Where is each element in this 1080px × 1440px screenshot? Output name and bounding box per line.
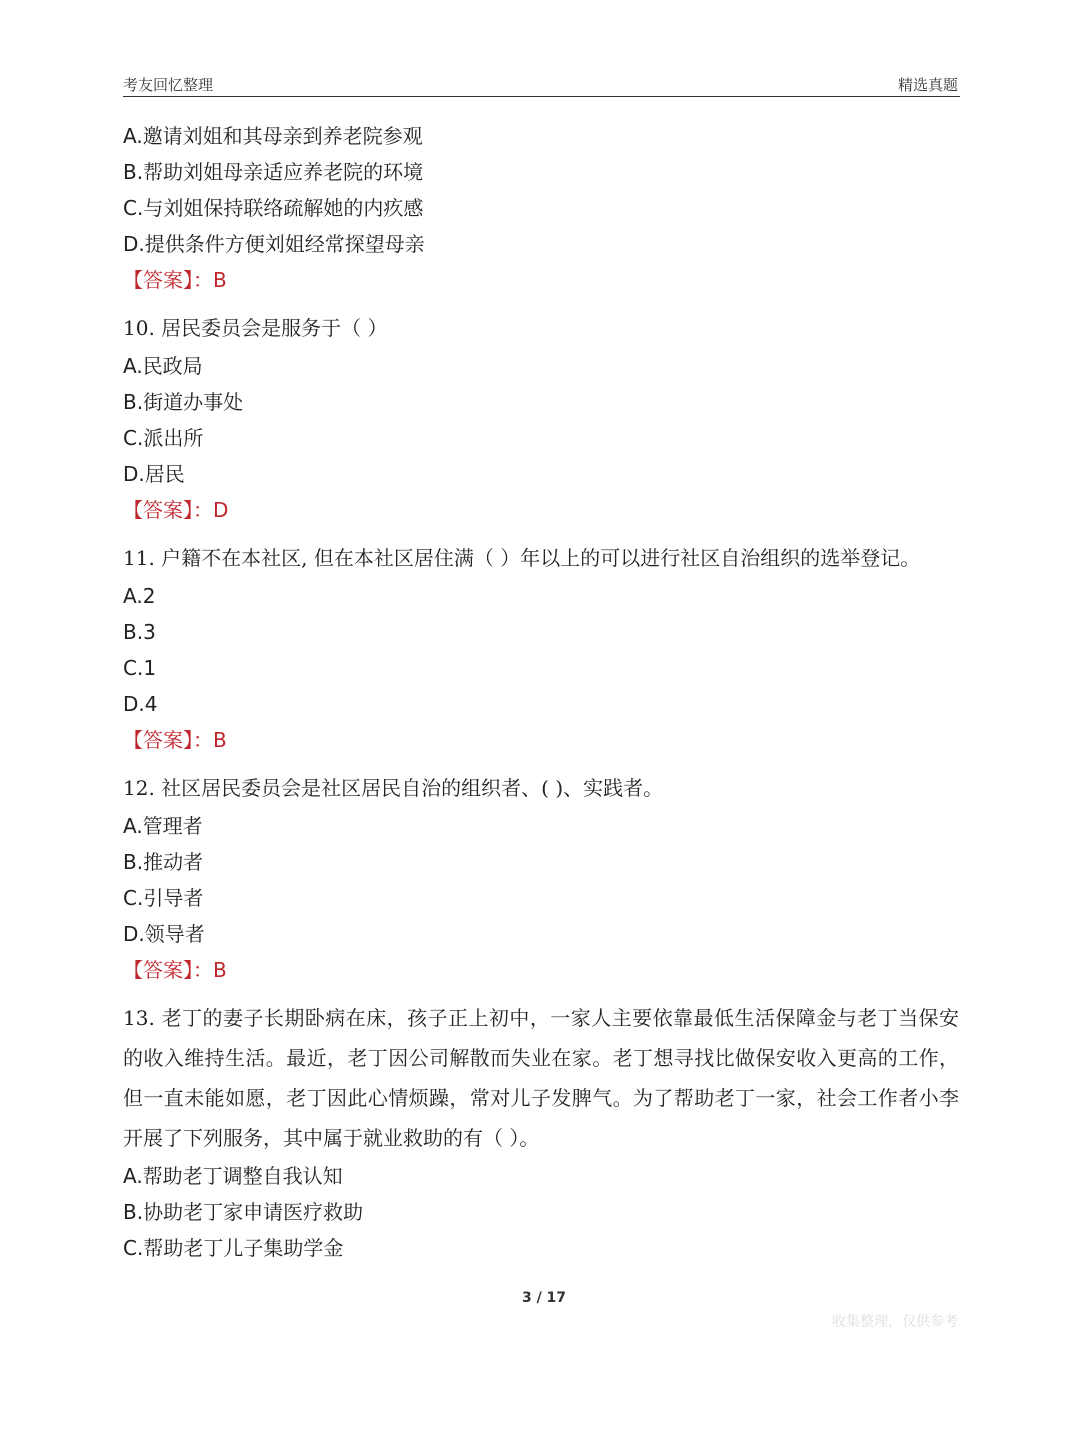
q10-option-c: C.派出所 — [123, 426, 204, 450]
q11-stem: 11. 户籍不在本社区, 但在本社区居住满（ ）年以上的可以进行社区自治组织的选举登记。 — [123, 546, 921, 570]
header-source: 考友回忆整理 — [123, 76, 214, 94]
q12-option-d: D.领导者 — [123, 922, 205, 946]
question-10-block — [123, 308, 963, 528]
q9-option-d: D.提供条件方便刘姐经常探望母亲 — [123, 232, 425, 256]
q12-option-b: B.推动者 — [123, 850, 204, 874]
q10-option-d: D.居民 — [123, 462, 185, 486]
q12-stem: 12. 社区居民委员会是社区居民自治的组织者、( )、实践者。 — [123, 776, 664, 800]
q13-stem: 13. 老丁的妻子长期卧病在床，孩子正上初中，一家人主要依靠最低生活保障金与老丁当保安的收入维持生活。最近，老丁因公司解散而失业在家。老丁想寻找比做保安收入更高的工作，但一直未能如愿，老丁因此心情烦躁，常对儿子发脾气。为了帮助老丁一家，社会工作者小李开展了下列服务，其中属于就业救助的有（ ）。 — [123, 1006, 959, 1150]
q13-option-c: C.帮助老丁儿子集助学金 — [123, 1236, 344, 1260]
document-body — [123, 118, 963, 1266]
q9-option-a: A.邀请刘姐和其母亲到养老院参观 — [123, 124, 423, 148]
q11-option-d: D.4 — [123, 692, 158, 716]
q10-stem: 10. 居民委员会是服务于（ ） — [123, 316, 388, 340]
question-11-block — [123, 538, 963, 758]
page-number: 3 / 17 — [521, 1290, 567, 1306]
q9-option-b: B.帮助刘姐母亲适应养老院的环境 — [123, 160, 424, 184]
question-12-block — [123, 768, 963, 988]
q9-option-c: C.与刘姐保持联络疏解她的内疚感 — [123, 196, 424, 220]
question-13-block — [123, 998, 963, 1266]
header-category: 精选真题 — [897, 76, 958, 94]
q11-option-b: B.3 — [123, 620, 156, 644]
page-header — [123, 72, 960, 97]
q10-answer: 【答案】：D — [123, 498, 229, 522]
watermark-text: 收集整理，仅供参考 — [832, 1314, 958, 1330]
q12-option-a: A.管理者 — [123, 814, 203, 838]
question-9-block — [123, 118, 963, 298]
q9-answer: 【答案】：B — [123, 268, 227, 292]
q13-option-b: B.协助老丁家申请医疗救助 — [123, 1200, 364, 1224]
q12-answer: 【答案】：B — [123, 958, 227, 982]
q11-option-c: C.1 — [123, 656, 157, 680]
q12-option-c: C.引导者 — [123, 886, 204, 910]
q10-option-a: A.民政局 — [123, 354, 203, 378]
q10-option-b: B.街道办事处 — [123, 390, 244, 414]
q11-answer: 【答案】：B — [123, 728, 227, 752]
q13-option-a: A.帮助老丁调整自我认知 — [123, 1164, 343, 1188]
q11-option-a: A.2 — [123, 584, 156, 608]
